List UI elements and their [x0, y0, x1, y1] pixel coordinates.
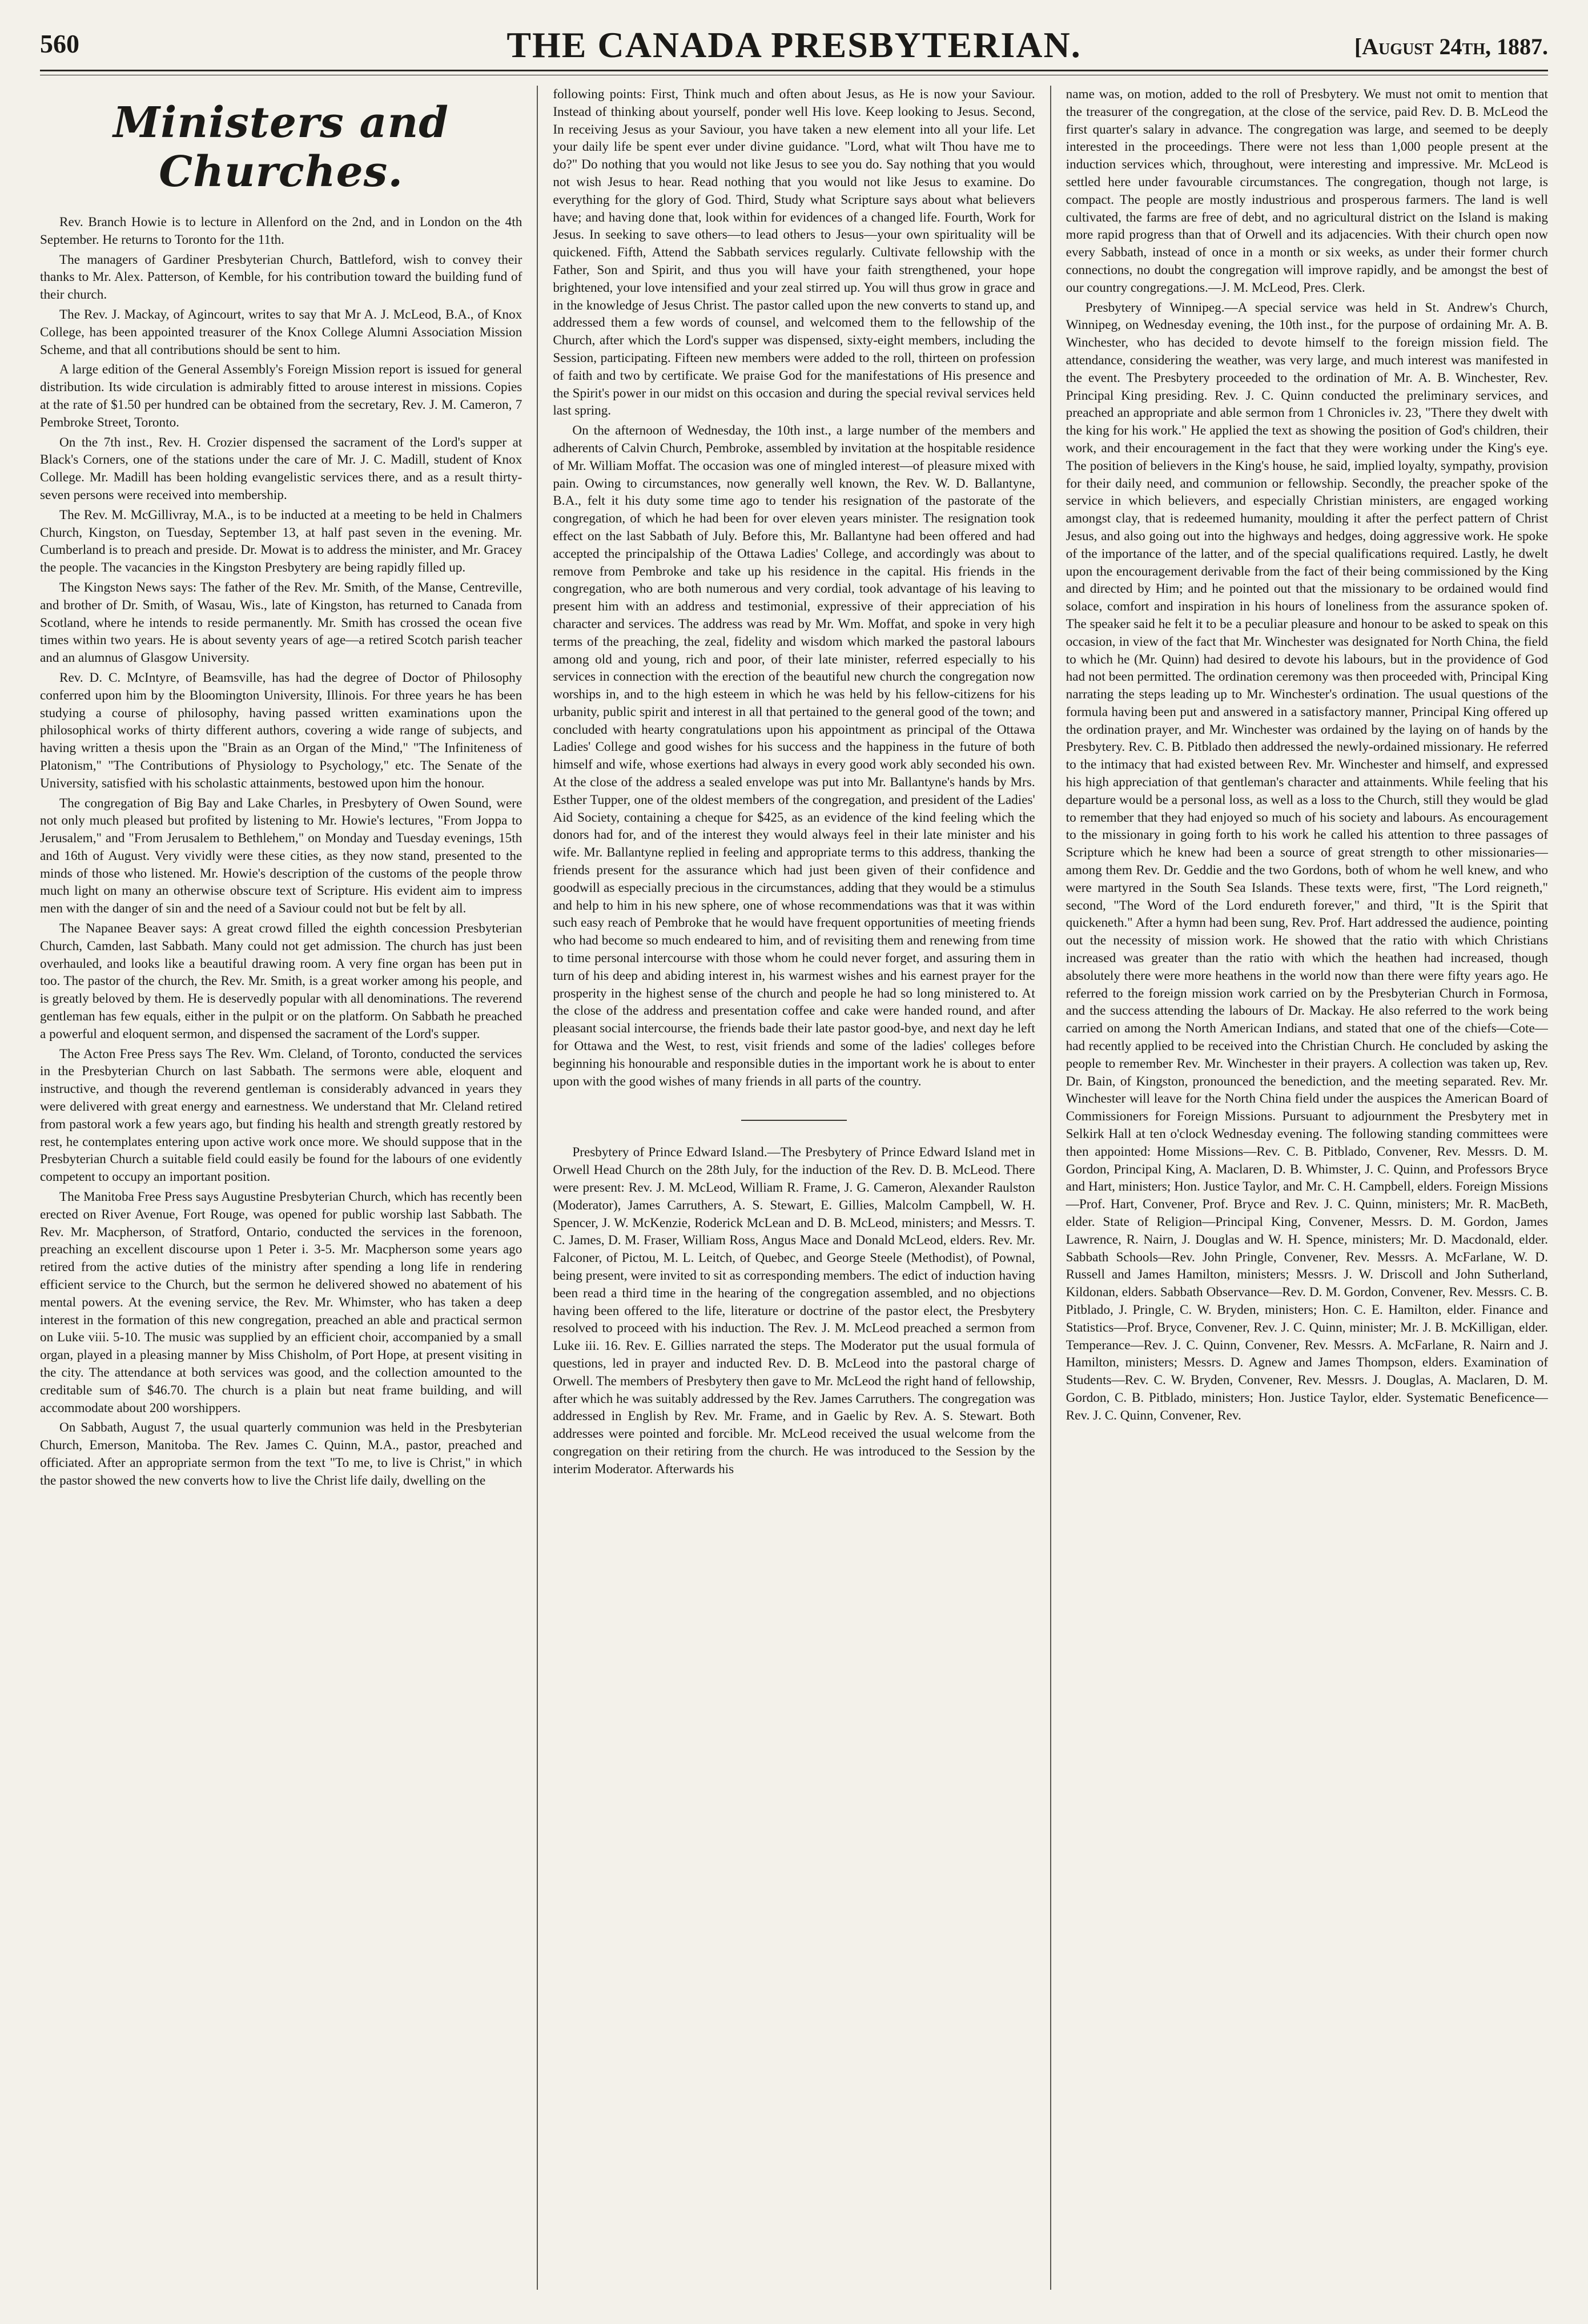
- page-number: 560: [40, 29, 79, 58]
- news-paragraph: The Manitoba Free Press says Augustine Presbyterian Church, which has recently been erected on River Avenue, Fort Rouge, was opened for public worship last Sabbath. The Rev. Mr. Macpherson, of Stratford, Ontario, conducted the services in the forenoon, preaching an excellent discourse upon 1 Peter i. 3-5. Mr. Macpherson some years ago retired from the active duties of the ministry after spending a long life in rendering efficient service to the Church, but the sermon he delivered showed no abatement of his mental powers. At the evening service, the Rev. Mr. Whimster, who has taken a deep interest in the formation of this new congregation, preached an able and practical sermon on Luke viii. 5-10. The music was supplied by an efficient choir, accompanied by a small organ, played in a pleasing manner by Miss Chisholm, of Port Hope, at present visiting in the city. The attendance at both services was good, and the collection amounted to the creditable sum of $46.70. The church is a plain but neat frame building, and will accommodate about 200 worshippers.: [40, 1189, 522, 1416]
- column-2: [537, 86, 1050, 2290]
- column-1: [40, 86, 537, 2290]
- news-paragraph: A large edition of the General Assembly's Foreign Mission report is issued for general distribution. Its wide circulation is admirably fitted to arouse interest in missions. Copies at the rate of $1.50 per hundred can be obtained from the secretary, Rev. J. M. Cameron, 7 Pembroke Street, Toronto.: [40, 362, 522, 430]
- article-columns: [40, 86, 1548, 2290]
- publication-title: THE CANADA PRESBYTERIAN.: [506, 25, 1082, 65]
- news-paragraph: following points: First, Think much and often about Jesus, as He is now your Saviour. Instead of thinking about yourself, ponder well His love. Keep looking to Jesus. Second, In receiving Jesus as your Saviour, you have taken a new element into all your life. Let your daily life be spent ever under divine guidance. "Lord, what wilt Thou have me to do?" Do nothing that you would not like Jesus to see you do. Say nothing that you would not wish Jesus to hear. Read nothing that you would not like Jesus to examine. Do everything for the glory of God. Third, Study what Scripture says about what believers have; and having done that, look within for evidences of a changed life. Fourth, Work for Jesus. In seeking to save others—to lead others to Jesus—your own spirituality will be quickened. Fifth, Attend the Sabbath services regularly. Cultivate fellowship with the Father, Son and Spirit, and thus you will have your faith strengthened, your hope brightened, your love intensified and your zeal stirred up. You will thus grow in grace and in the knowledge of Jesus Christ. The pastor called upon the new converts to stand up, and addressed them a few words of counsel, and welcomed them to the fellowship of the Church, after which the Lord's supper was dispensed, sixty-eight members, including the Session, participating. Fifteen new members were added to the roll, thirteen on profession of faith and two by certificate. We praise God for the manifestations of His presence and the Spirit's power in our midst on this occasion and during the special revival services held last spring.: [553, 87, 1035, 419]
- news-paragraph: The Rev. M. McGillivray, M.A., is to be inducted at a meeting to be held in Chalmers Church, Kingston, on Tuesday, September 13, at half past seven in the evening. Mr. Cumberland is to preach and preside. Dr. Mowat is to address the minister, and Mr. Gracey the people. The vacancies in the Kingston Presbytery are being rapidly filled up.: [40, 507, 522, 576]
- news-paragraph: Rev. D. C. McIntyre, of Beamsville, has had the degree of Doctor of Philosophy conferred upon him by the Bloomington University, Illinois. For three years he has been studying a course of philosophy, having passed written examinations upon the philosophical works of thirty different authors, covering a wide range of subjects, and having written a thesis upon the "Brain as an Organ of the Mind," "The Infiniteness of Platonism," "The Contributions of Physiology to Psychology," etc. The Senate of the University, satisfied with his scholastic attainments, bestowed upon him the honour.: [40, 670, 522, 791]
- news-paragraph: The congregation of Big Bay and Lake Charles, in Presbytery of Owen Sound, were not only much pleased but profited by listening to Mr. Howie's lectures, "From Joppa to Jerusalem," and "From Jerusalem to Bethlehem," on Monday and Tuesday evenings, 15th and 16th of August. Very vividly were these cities, as they now stand, presented to the minds of those who listened. Mr. Howie's description of the customs of the people throw much light on many an otherwise obscure text of Scripture. His evident aim to impress men with the danger of sin and the need of a Saviour could not but be felt by all.: [40, 795, 522, 916]
- news-paragraph: On Sabbath, August 7, the usual quarterly communion was held in the Presbyterian Church, Emerson, Manitoba. The Rev. James C. Quinn, M.A., pastor, preached and officiated. After an appropriate sermon from the text "To me, to live is Christ," in which the pastor showed the new converts how to live the Christ life daily, dwelling on the: [40, 1420, 522, 1488]
- news-paragraph: The managers of Gardiner Presbyterian Church, Battleford, wish to convey their thanks to Mr. Alex. Patterson, of Kemble, for his contribution toward the building fund of their church.: [40, 252, 522, 303]
- news-paragraph: Presbytery of Winnipeg.—A special service was held in St. Andrew's Church, Winnipeg, on Wednesday evening, the 10th inst., for the purpose of ordaining Mr. A. B. Winchester, who has decided to devote himself to the foreign mission field. The attendance, considering the weather, was very large, and much interest was manifested in the event. The Presbytery proceeded to the ordination of Mr. A. B. Winchester, Rev. Principal King presiding. Rev. J. C. Quinn conducted the preliminary services, and preached an appropriate and able sermon from 1 Chronicles iv. 23, "There they dwelt with the king for his work." He applied the text as showing the position of God's children, their work, and their encouragement in the fact that they were working under the King's eye. The position of believers in the King's house, he said, implied loyalty, sympathy, provision for their daily need, and communion or fellowship. Secondly, the preacher spoke of the service in which believers, and especially Christian ministers, are engaged working amongst clay, that is redeemed humanity, moulding it after the perfect pattern of Christ Jesus, and also going out into the highways and hedges, doing aggressive work. He spoke of the importance of the latter, and of the special qualifications required. Lastly, he dwelt upon the encouragement derivable from the fact of their being commissioned by the King and directed by Him; and he pointed out that the missionary to be ordained would find solace, comfort and inspiration in his hours of loneliness from the assurance spoken of. The speaker said he felt it to be a peculiar pleasure and honour to be asked to speak on this occasion, in view of the fact that Mr. Winchester was designated for North China, the field to which he (Mr. Quinn) had desired to devote his labours, but in the providence of God had not been permitted. The ordination ceremony was then proceeded with, Principal King narrating the steps leading up to Mr. Winchester's ordination. The usual questions of the formula having been put and answered in a satisfactory manner, Principal King offered up the ordination prayer, and Mr. Winchester was ordained by the laying on of hands by the Presbytery. Rev. C. B. Pitblado then addressed the newly-ordained missionary. He referred to the intimacy that had existed between Rev. Mr. Winchester and himself, and expressed his high appreciation of that gentleman's character and attainments. While feeling that his departure would be a personal loss, as well as a loss to the Church, still they would be glad to remember that they had enjoyed so much of his society and labours. As encouragement to the missionary in going forth to his work he called his attention to three passages of Scripture which he knew had been a source of great strength to other missionaries—among them Rev. Dr. Geddie and the two Gordons, both of whom he well knew, and who were martyred in the South Sea Islands. These texts were, first, "The Lord reigneth," second, "The Word of the Lord endureth forever," and third, "It is the Spirit that quickeneth." After a hymn had been sung, Rev. Prof. Hart addressed the audience, pointing out the necessity of mission work. He showed that the ratio with which Christians increased was greater than the ratio with which the heathen had increased, though absolutely there were more heathens in the world now than there were fifty years ago. He referred to the foreign mission work carried on by the Presbyterian Church in Formosa, and the success attending the labours of Dr. Mackay. He also referred to the work being carried on among the North American Indians, and stated that one of the chiefs—Cote—had recently applied to be received into the Christian Church. He concluded by asking the people to remember Rev. Mr. Winchester in their prayers. A collection was taken up, Rev. Dr. Bain, of Kingston, pronounced the benediction, and the meeting separated. Rev. Mr. Winchester will leave for the North China field under the auspices the American Board of Commissioners for Foreign Missions. Pursuant to adjournment the Presbytery met in Selkirk Hall at ten o'clock Wednesday evening. The following standing committees were then appointed: Home Missions—Rev. C. B. Pitblado, Convener, Rev. Messrs. D. M. Gordon, Principal King, A. Maclaren, D. B. Whimster, J. C. Quinn, and Professors Bryce and Hart, ministers; Hon. Justice Taylor, and Mr. C. H. Campbell, elders. Foreign Missions—Prof. Hart, Convener, Prof. Bryce and Rev. J. C. Quinn, ministers; Mr. R. MacBeth, elder. State of Religion—Principal King, Convener, Messrs. D. M. Gordon, James Lawrence, R. Nairn, J. Douglas and W. H. Spence, ministers; Mr. D. Macdonald, elder. Sabbath Schools—Rev. John Pringle, Convener, Rev. Messrs. A. McFarlane, W. D. Russell and James Hamilton, ministers; Messrs. J. W. Driscoll and John Sutherland, Kildonan, elders. Sabbath Observance—Rev. D. M. Gordon, Convener, Rev. Messrs. C. B. Pitblado, J. Pringle, C. W. Bryden, ministers; Hon. C. E. Hamilton, elder. Finance and Statistics—Prof. Bryce, Convener, Rev. J. C. Quinn, minister; Mr. J. B. McKilligan, elder. Temperance—Rev. J. C. Quinn, Convener, Rev. Messrs. A. McFarlane, R. Nairn and J. Hamilton, ministers; Messrs. D. Agnew and James Thompson, elders. Examination of Students—Rev. C. W. Bryden, Convener, Rev. Messrs. J. Douglas, A. Maclaren, D. M. Gordon, C. B. Pitblado, ministers; Hon. Justice Taylor, elder. Systematic Beneficence—Rev. J. C. Quinn, Convener, Rev.: [1066, 300, 1548, 1423]
- column-3: [1050, 86, 1548, 2290]
- news-paragraph: The Kingston News says: The father of the Rev. Mr. Smith, of the Manse, Centreville, and brother of Dr. Smith, of Wasau, Wis., late of Kingston, has returned to Canada from Scotland, where he intends to reside permanently. Mr. Smith has crossed the ocean five times within two years. He is about seventy years of age—a retired Scotch parish teacher and an alumnus of Glasgow University.: [40, 580, 522, 666]
- news-paragraph: name was, on motion, added to the roll of Presbytery. We must not omit to mention that the treasurer of the congregation, at the close of the service, paid Rev. D. B. McLeod the first quarter's salary in advance. The congregation was large, and seemed to be deeply interested in the proceedings. There were not less than 1,000 people present at the induction services which, throughout, were interesting and impressive. Mr. McLeod is settled here under favourable circumstances. The congregation, though not large, is compact. The people are mostly industrious and prosperous farmers. The land is well cultivated, the farms are free of debt, and no agricultural district on the Island is making more rapid progress than that of Orwell and its adjacencies. With their church open now every Sabbath, instead of once in a month or six weeks, as under their former church connections, no doubt the congregation will improve rapidly, and be amongst the best of our country congregations.—J. M. McLeod, Pres. Clerk.: [1066, 87, 1548, 295]
- news-paragraph: The Rev. J. Mackay, of Agincourt, writes to say that Mr A. J. McLeod, B.A., of Knox College, has been appointed treasurer of the Knox College Alumni Association Mission Scheme, and that all contributions should be sent to him.: [40, 307, 522, 357]
- news-paragraph: On the 7th inst., Rev. H. Crozier dispensed the sacrament of the Lord's supper at Black's Corners, one of the stations under the care of Mr. J. C. Madill, student of Knox College. Mr. Madill has been holding evangelistic services there, and as a result thirty-seven persons were received into membership.: [40, 435, 522, 502]
- news-paragraph: The Napanee Beaver says: A great crowd filled the eighth concession Presbyterian Church, Camden, last Sabbath. Many could not get admission. The church has just been overhauled, and looks like a beautiful drawing room. A very fine organ has been put in too. The pastor of the church, the Rev. Mr. Smith, is a great worker among his people, and is greatly beloved by them. He is deservedly popular with all denominations. The reverend gentleman has few equals, either in the pulpit or on the platform. On Sabbath he preached a powerful and eloquent sermon, and dispensed the sacrament of the Lord's supper.: [40, 921, 522, 1042]
- news-paragraph: On the afternoon of Wednesday, the 10th inst., a large number of the members and adherents of Calvin Church, Pembroke, assembled by invitation at the hospitable residence of Mr. William Moffat. The occasion was one of mingled interest—of pleasure mixed with pain. Owing to circumstances, now generally well known, the Rev. W. D. Ballantyne, B.A., felt it his duty some time ago to tender his resignation of the pastorate of the congregation, of which he had been for over eleven years minister. The resignation took effect on the last Sabbath of July. Before this, Mr. Ballantyne had been offered and had accepted the principalship of the Ottawa Ladies' College, and accordingly was about to remove from Pembroke and take up his residence in the capital. His friends in the congregation, who are both numerous and very cordial, took advantage of his leaving to present him with an address and testimonial, expressive of their appreciation of his character and services. The address was read by Mr. Wm. Moffat, and spoke in very high terms of the preaching, the zeal, fidelity and wisdom which marked the pastoral labours among old and young, rich and poor, of their late minister, referred especially to his services in connection with the erection of the beautiful new church the congregation now worships in, and to the high esteem in which he was held by his fellow-citizens for his urbanity, public spirit and interest in all that pertained to the general good of the town; and concluded with hearty congratulations upon his appointment as principal of the Ottawa Ladies' College and good wishes for his success and the happiness in the future of both himself and wife, whose exertions had always in every good work ably seconded his own. At the close of the address a sealed envelope was put into Mr. Ballantyne's hands by Mrs. Esther Tupper, one of the oldest members of the congregation, and president of the Ladies' Aid Society, containing a cheque for $425, as an evidence of the kind feeling which the donors had for, and of the interest they would always feel in their late minister and his wife. Mr. Ballantyne replied in feeling and appropriate terms to this address, thanking the friends present for the assurance which had just been given of their confidence and goodwill as especially precious in the circumstances, adding that they would be a stimulus and help to him in his new sphere, one of whose recommendations was that it was within such easy reach of Pembroke that he would have frequent opportunities of meeting friends who had become so much endeared to him, and of revisiting them and renewing from time to time personal intercourse with those whom he could never forget, and assuring them in turn of his deep and abiding interest in, his warmest wishes and his earnest prayer for the prosperity in the highest sense of the church and people he had so long ministered to. At the close of the address and presentation coffee and cake were handed round, and after pleasant social intercourse, the friends bade their late pastor good-bye, and next day he left for Ottawa and the West, to rest, visit friends and some of the ladies' colleges before beginning his honourable and responsible duties in the important work he is about to enter upon with the good wishes of many friends in all parts of the country.: [553, 423, 1035, 1089]
- news-paragraph: Rev. Branch Howie is to lecture in Allenford on the 2nd, and in London on the 4th September. He returns to Toronto for the 11th.: [40, 215, 522, 247]
- issue-date: [August 24th, 1887.: [1354, 34, 1548, 59]
- news-paragraph: Presbytery of Prince Edward Island.—The Presbytery of Prince Edward Island met in Orwell Head Church on the 28th July, for the induction of the Rev. D. B. McLeod. There were present: Rev. J. M. McLeod, William R. Frame, J. G. Cameron, Alexander Raulston (Moderator), James Carruthers, A. S. Stewart, E. Gillies, Malcolm Campbell, W. H. Spencer, J. W. McKenzie, Roderick McLean and D. B. McLeod, ministers; and Messrs. T. C. James, D. M. Fraser, William Ross, Angus Mace and Donald McLeod, elders. Rev. Mr. Falconer, of Pictou, M. L. Leitch, of Quebec, and George Steele (Methodist), of Pownal, being present, were invited to sit as corresponding members. The edict of induction having been read a third time in the hearing of the congregation assembled, and no objections having been offered to the life, literature or doctrine of the pastor elect, the Presbytery resolved to proceed with his induction. The Rev. J. M. McLeod preached a sermon from Luke iii. 16. Rev. E. Gillies narrated the steps. The Moderator put the usual formula of questions, led in prayer and inducted Rev. D. B. McLeod into the pastoral charge of Orwell. The members of Presbytery then gave to Mr. McLeod the right hand of fellowship, after which he was suitably addressed by the Rev. James Carruthers. The congregation was addressed in English by Rev. Mr. Frame, and in Gaelic by Rev. A. S. Stewart. Both addresses were pointed and forcible. Mr. McLeod received the usual welcome from the congregation on their retiring from the church. He was introduced to the Session by the interim Moderator. Afterwards his: [553, 1145, 1035, 1477]
- page-header: [40, 24, 1548, 71]
- section-title: Ministers and Churches.: [113, 98, 449, 196]
- section-separator: [741, 1120, 847, 1121]
- news-paragraph: The Acton Free Press says The Rev. Wm. Cleland, of Toronto, conducted the services in the Presbyterian Church on last Sabbath. The sermons were able, eloquent and instructive, and though the reverend gentleman is considerably advanced in years they were delivered with great energy and earnestness. We understand that Mr. Cleland retired from pastoral work a few years ago, but finding his health and strength greatly restored by rest, he contemplates entering upon active work once more. We should suppose that in the Presbyterian Church a suitable field could easily be found for the labours of one evidently competent to occupy an important position.: [40, 1046, 522, 1185]
